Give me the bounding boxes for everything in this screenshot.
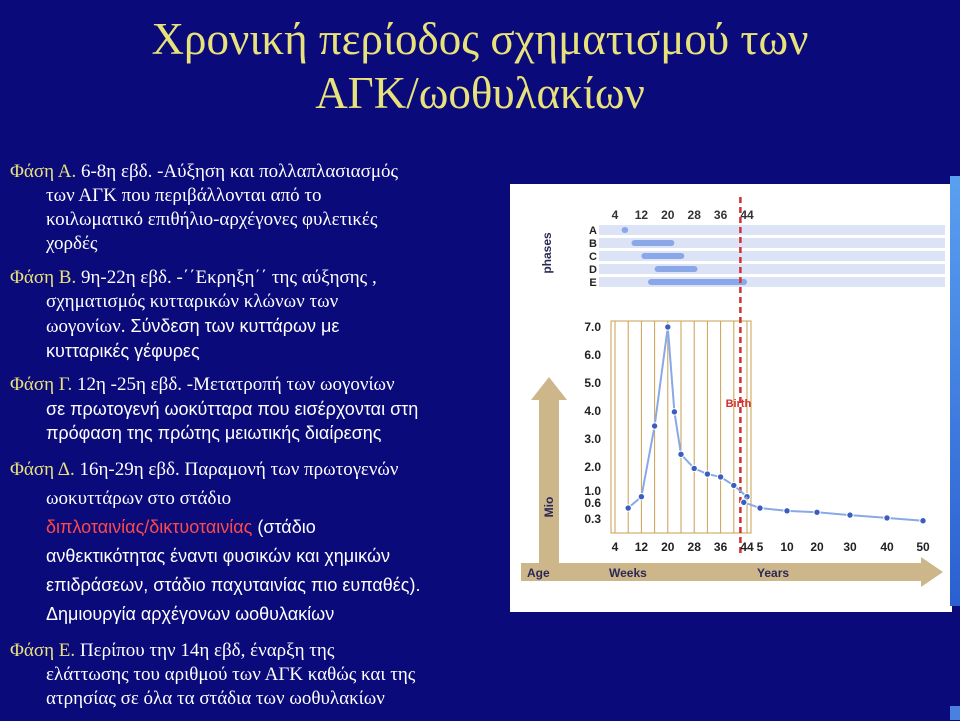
phase-e-text-1: Περίπου την 14η εβδ, έναρξη της: [75, 640, 335, 661]
years-label: Years: [757, 566, 790, 580]
series-years-point: [920, 518, 926, 524]
phase-b-label: Φάση Β.: [10, 267, 77, 288]
phase-g-text-1: 12η -25η εβδ. -Μετατροπή των ωογονίων: [72, 374, 395, 395]
phase-e-text-3: ατρησίας σε όλα τα στάδια των ωοθυλακίων: [46, 688, 385, 709]
phase-d-text-6: Δημιουργία αρχέγονων ωοθυλακίων: [46, 604, 335, 624]
y-tick-label: 0.6: [584, 496, 601, 510]
phase-d-text-2: ωοκυττάρων στο στάδιο: [46, 488, 232, 509]
slide-edge-decoration: [950, 176, 960, 606]
phase-a-text-4: χορδές: [46, 233, 98, 254]
top-tick-label: 12: [634, 208, 649, 222]
y-axis-arrow: [531, 377, 567, 575]
y-tick-label: 1.0: [584, 484, 601, 498]
years-tick-label: 5: [756, 540, 764, 554]
years-tick-label: 40: [880, 540, 894, 554]
phase-letter: E: [589, 277, 597, 289]
x-axis-label: Age: [527, 566, 550, 580]
phase-b: [10, 266, 510, 363]
phase-g: [10, 373, 510, 445]
phases-axis-label: phases: [540, 232, 554, 274]
series-years-point: [741, 499, 747, 505]
phase-stripe: [599, 264, 945, 274]
phase-g-text-3: πρόφαση της πρώτης μειωτικής διαίρεσης: [46, 423, 382, 443]
y-axis-label: Mio: [542, 496, 556, 518]
phase-d: [10, 455, 510, 629]
phase-letter: D: [589, 264, 597, 276]
phase-letter: B: [589, 238, 597, 250]
phase-g-label: Φάση Γ.: [10, 374, 73, 395]
y-tick-label: 2.0: [584, 460, 601, 474]
series-weeks-point: [625, 505, 631, 511]
top-tick-label: 4: [611, 208, 619, 222]
phase-a-text-1: 6-8η εβδ. -Αύξηση και πολλαπλασιασμός: [76, 161, 399, 182]
years-tick-label: 50: [916, 540, 930, 554]
phase-letter: C: [589, 251, 597, 263]
phase-stripe: [599, 225, 945, 235]
weeks-tick-label: 36: [713, 540, 728, 554]
phase-b-text-1: 9η-22η εβδ. -΄΄Εκρηξη΄΄ της αύξησης ,: [76, 267, 377, 288]
phase-a-text-2: των ΑΓΚ που περιβάλλονται από το: [46, 185, 322, 206]
series-weeks-point: [731, 482, 737, 488]
phase-d-text-3-red: διπλοταινίας/δικτυοταινίας: [46, 517, 253, 537]
years-tick-label: 20: [810, 540, 824, 554]
series-weeks-point: [638, 494, 644, 500]
phase-b-text-3b: Σύνδεση των κυττάρων με: [125, 316, 340, 336]
phase-e-label: Φάση Ε.: [10, 640, 76, 661]
series-weeks-line: [628, 327, 747, 508]
chart-svg: [511, 185, 951, 611]
phase-e: [10, 639, 510, 711]
slide-edge-decoration-bottom: [950, 706, 960, 720]
series-weeks-point: [678, 451, 684, 457]
y-tick-label: 3.0: [584, 432, 601, 446]
title-line-1: Χρονική περίοδος σχηματισμού των: [151, 14, 809, 64]
weeks-tick-label: 20: [661, 540, 675, 554]
germ-cell-chart: [510, 184, 952, 612]
series-years-point: [847, 512, 853, 518]
top-tick-label: 36: [713, 208, 728, 222]
slide-body: [10, 160, 510, 721]
series-weeks-point: [717, 474, 723, 480]
phase-b-text-4: κυτταρικές γέφυρες: [46, 341, 200, 361]
x-axis-arrow: [521, 557, 943, 587]
weeks-tick-label: 4: [611, 540, 619, 554]
phase-bar: [632, 240, 675, 246]
top-tick-label: 44: [740, 208, 754, 222]
y-tick-label: 7.0: [584, 320, 601, 334]
phase-d-text-1: 16η-29η εβδ. Παραμονή των πρωτογενών: [74, 459, 399, 480]
top-tick-label: 20: [661, 208, 675, 222]
phase-d-text-5: επιδράσεων, στάδιο παχυταινίας πιο ευπαθές).: [46, 575, 421, 595]
phase-bar: [655, 266, 698, 272]
series-years-point: [784, 508, 790, 514]
phase-g-text-2: σε πρωτογενή ωοκύτταρα που εισέρχονται στη: [46, 399, 419, 419]
weeks-tick-label: 12: [634, 540, 649, 554]
y-tick-label: 6.0: [584, 348, 601, 362]
series-weeks-point: [651, 423, 657, 429]
series-weeks-point: [671, 409, 677, 415]
phase-a: [10, 160, 510, 256]
series-years-point: [814, 509, 820, 515]
phase-d-text-4: ανθεκτικότητας έναντι φυσικών και χημικών: [46, 546, 390, 566]
series-years-line: [744, 497, 923, 521]
phase-b-text-2: σχηματισμός κυτταρικών κλώνων των: [46, 291, 339, 312]
y-tick-label: 0.3: [584, 512, 601, 526]
weeks-tick-label: 28: [687, 540, 701, 554]
slide-title: [0, 12, 960, 120]
phase-d-label: Φάση Δ.: [10, 459, 75, 480]
phase-bar: [648, 279, 747, 285]
phase-a-text-3: κοιλωματικό επιθήλιο-αρχέγονες φυλετικές: [46, 209, 378, 230]
years-tick-label: 10: [780, 540, 794, 554]
weeks-label: Weeks: [609, 566, 647, 580]
title-line-2: ΑΓΚ/ωοθυλακίων: [315, 68, 645, 118]
phase-d-text-3-rest: (στάδιο: [252, 517, 316, 537]
phase-bar: [622, 227, 629, 233]
phase-bar: [641, 253, 684, 259]
weeks-tick-label: 44: [740, 540, 754, 554]
y-tick-label: 5.0: [584, 376, 601, 390]
birth-label: Birth: [725, 398, 752, 410]
series-years-point: [884, 515, 890, 521]
phase-a-label: Φάση Α.: [10, 161, 77, 182]
series-years-point: [757, 505, 763, 511]
y-tick-label: 4.0: [584, 404, 601, 418]
phase-e-text-2: ελάττωσης του αριθμού των ΑΓΚ καθώς και της: [46, 664, 416, 685]
series-weeks-point: [691, 465, 697, 471]
years-tick-label: 30: [843, 540, 857, 554]
top-tick-label: 28: [687, 208, 701, 222]
phase-letter: A: [589, 225, 597, 237]
series-weeks-point: [665, 324, 671, 330]
phase-b-text-3: ωογονίων.: [46, 316, 126, 337]
series-weeks-point: [704, 471, 710, 477]
